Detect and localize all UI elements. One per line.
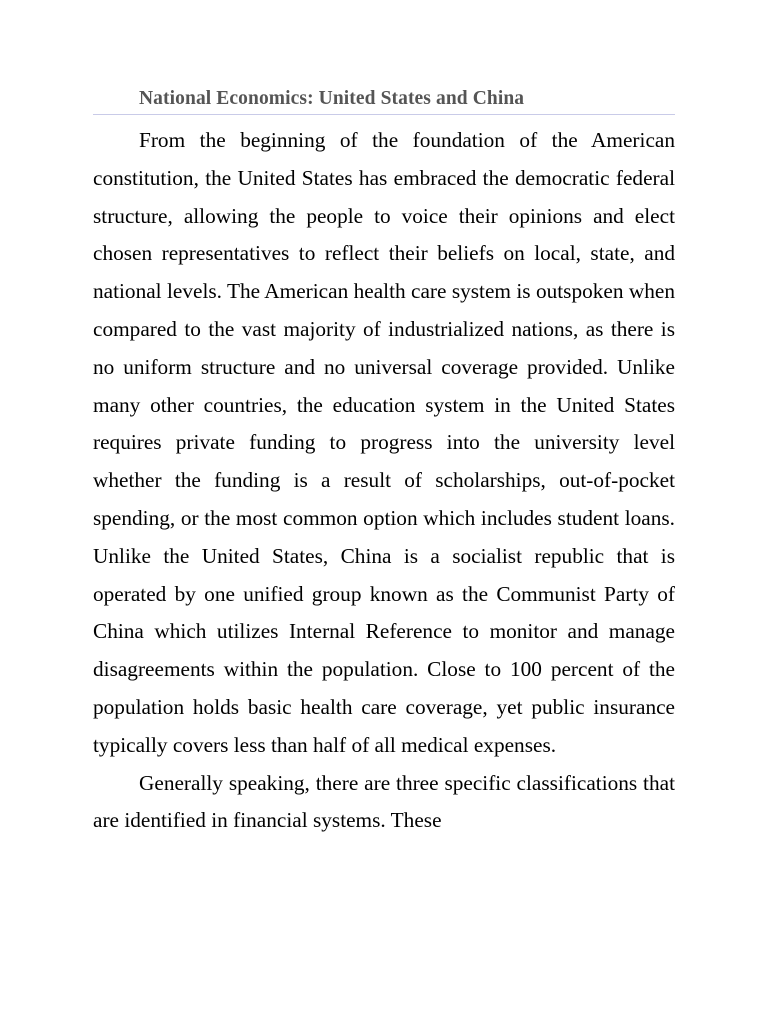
- document-body: [93, 122, 675, 840]
- title-underline: [93, 114, 675, 115]
- paragraph-2: Generally speaking, there are three specific classifications that are identified in financial systems. These: [93, 770, 675, 833]
- document-title: National Economics: United States and China: [139, 88, 525, 109]
- paragraph-1: From the beginning of the foundation of the American constitution, the United States has embraced the democratic federal structure, allowing the people to voice their opinions and elect chosen representatives to reflect their beliefs on local, state, and national levels. The American health care system is outspoken when compared to the vast majority of industrialized nations, as there is no uniform structure and no universal coverage provided. Unlike many other countries, the education system in the United States requires private funding to progress into the university level whether the funding is a result of scholarships, out-of-pocket spending, or the most common option which includes student loans. Unlike the United States, China is a socialist republic that is operated by one unified group known as the Communist Party of China which utilizes Internal Reference to monitor and manage disagreements within the population. Close to 100 percent of the population holds basic health care coverage, yet public insurance typically covers less than half of all medical expenses.: [93, 128, 675, 757]
